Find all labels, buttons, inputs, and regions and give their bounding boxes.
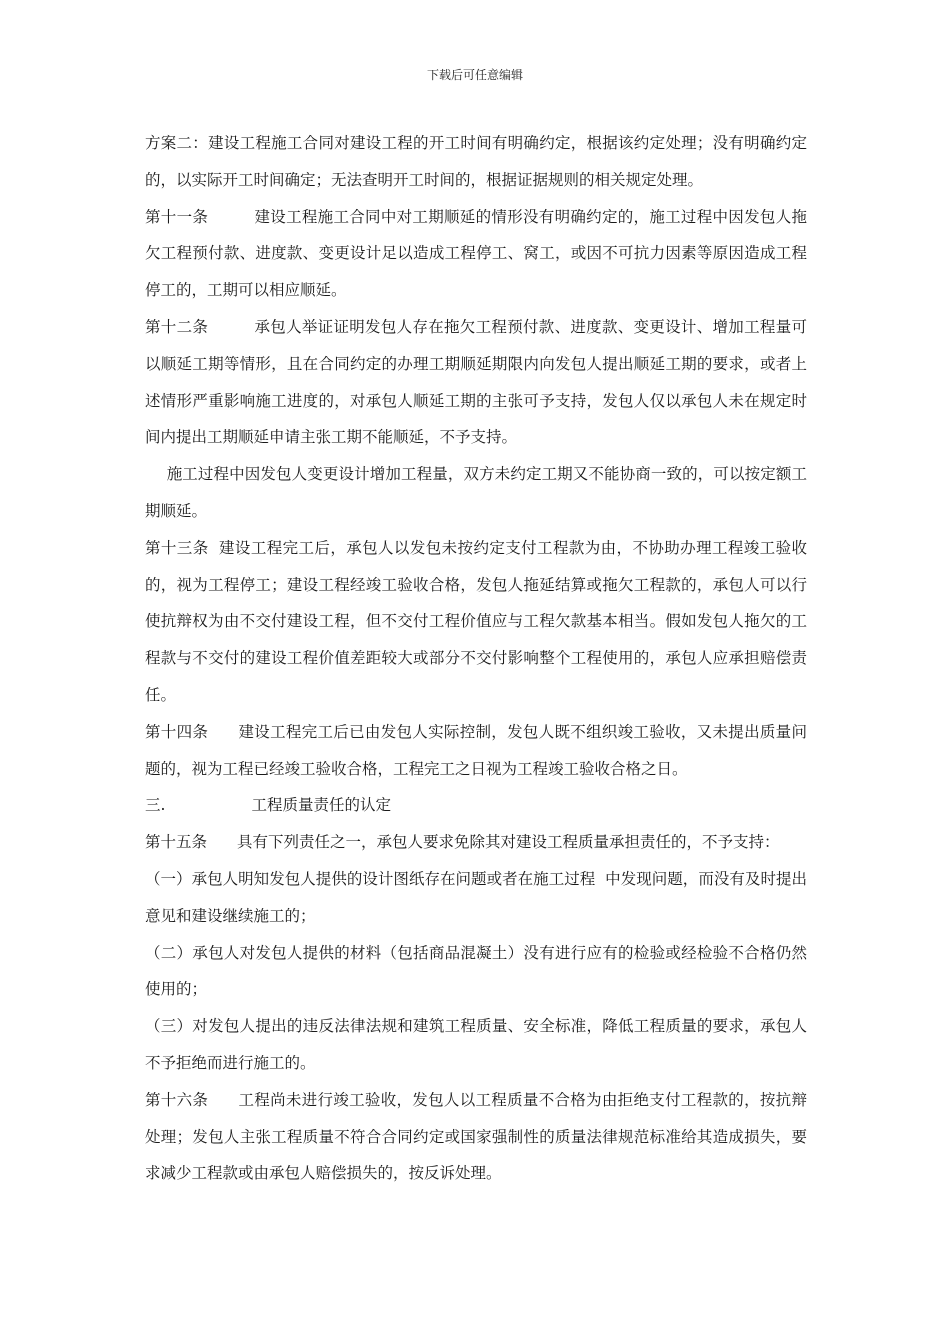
article-number: 第十六条 [145, 1090, 209, 1109]
article-15 [145, 824, 807, 861]
article-11 [145, 199, 807, 309]
article-number: 第十五条 [145, 833, 208, 852]
section-number: 三. [145, 796, 166, 815]
item-three [145, 1008, 807, 1082]
item-text: （三）对发包人提出的违反法律法规和建筑工程质量、安全标准，降低工程质量的要求，承包人不予拒绝而进行施工的。 [145, 1017, 807, 1072]
article-number: 第十四条 [145, 722, 209, 741]
article-number: 第十一条 [145, 207, 209, 226]
document-body [145, 125, 807, 1192]
article-text: 承包人举证证明发包人存在拖欠工程预付款、进度款、变更设计、增加工程量可以顺延工期等情形，且在合同约定的办理工期顺延期限内向发包人提出顺延工期的要求，或者上述情形严重影响施工进度的，对承包人顺延工期的主张可予支持，发包人仅以承包人未在规定时间内提出工期顺延申请主张工期不能顺延，不予支持。 [145, 317, 807, 447]
article-text: 工程尚未进行竣工验收，发包人以工程质量不合格为由拒绝支付工程款的，按抗辩处理；发包人主张工程质量不符合合同约定或国家强制性的质量法律规范标准给其造成损失，要求减少工程款或由承包人赔偿损失的，按反诉处理。 [145, 1090, 807, 1183]
item-text: （二）承包人对发包人提供的材料（包括商品混凝土）没有进行应有的检验或经检验不合格仍然使用的； [145, 943, 807, 999]
item-two [145, 935, 807, 1009]
item-one [145, 861, 807, 935]
article-12 [145, 309, 807, 456]
paragraph-text: 施工过程中因发包人变更设计增加工程量，双方未约定工期又不能协商一致的，可以按定额工期顺延。 [145, 465, 807, 520]
article-text: 具有下列责任之一，承包人要求免除其对建设工程质量承担责任的，不予支持： [237, 833, 780, 852]
article-text: 建设工程施工合同中对工期顺延的情形没有明确约定的，施工过程中因发包人拖欠工程预付款、进度款、变更设计足以造成工程停工、窝工，或因不可抗力因素等原因造成工程停工的，工期可以相应顺延。 [145, 207, 807, 300]
paragraph-scheme-two [145, 125, 807, 199]
item-text: （一）承包人明知发包人提供的设计图纸存在问题或者在施工过程 中发现问题，而没有及时提出意见和建设继续施工的； [145, 869, 807, 925]
page-header: 下载后可任意编辑 [426, 68, 523, 82]
article-text: 建设工程完工后已由发包人实际控制，发包人既不组织竣工验收，又未提出质量问题的，视为工程已经竣工验收合格，工程完工之日视为工程竣工验收合格之日。 [145, 722, 807, 778]
paragraph-text: 方案二：建设工程施工合同对建设工程的开工时间有明确约定，根据该约定处理；没有明确约定的，以实际开工时间确定；无法查明开工时间的，根据证据规则的相关规定处理。 [145, 134, 807, 189]
article-13 [145, 530, 807, 714]
article-text: 建设工程完工后，承包人以发包未按约定支付工程款为由，不协助办理工程竣工验收的，视为工程停工；建设工程经竣工验收合格，发包人拖延结算或拖欠工程款的，承包人可以行使抗辩权为由不交付建设工程，但不交付工程价值应与工程欠款基本相当。假如发包人拖欠的工程款与不交付的建设工程价值差距较大或部分不交付影响整个工程使用的，承包人应承担赔偿责任。 [145, 538, 807, 704]
paragraph-design-change [145, 456, 807, 530]
article-number: 第十二条 [145, 317, 209, 336]
section-three-heading [145, 787, 807, 824]
section-title: 工程质量责任的认定 [251, 796, 391, 815]
article-16 [145, 1082, 807, 1192]
article-14 [145, 714, 807, 788]
article-number: 第十三条 [145, 538, 209, 557]
